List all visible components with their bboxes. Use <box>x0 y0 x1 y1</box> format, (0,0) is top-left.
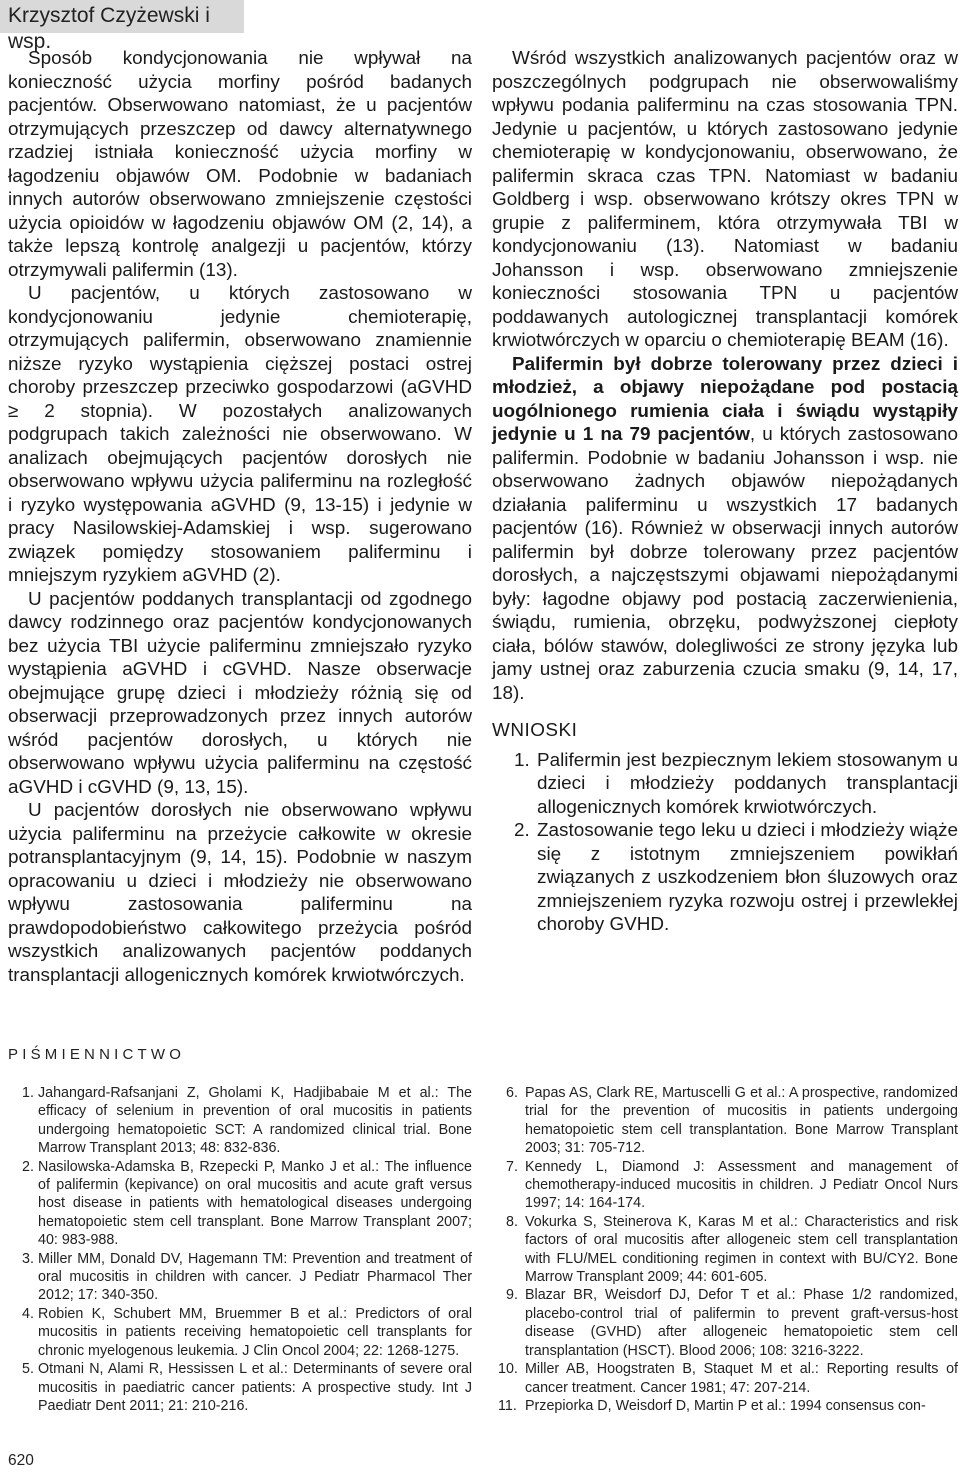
reference-text: Przepiorka D, Weisdorf D, Martin P et al.: 1994 consensus con- <box>525 1397 926 1414</box>
conclusion-number: 2. <box>514 820 530 841</box>
reference-item <box>8 1158 472 1250</box>
reference-text: Blazar BR, Weisdorf DJ, Defor T et al.: Phase 1/2 randomized, placebo-control trial of palifermin to prevent graft-versus-host disease (GVHD) after allogeneic hematopoietic stem cell transplantation (HSCT). Blood 2006; 108: 3216-3222. <box>525 1287 958 1359</box>
right-column <box>492 47 958 937</box>
references-right-column <box>492 1084 958 1415</box>
reference-item <box>8 1305 472 1360</box>
left-paragraph-3: U pacjentów poddanych transplantacji od zgodnego dawcy rodzinnego oraz pacjentów kondycjonowanych bez użycia TBI użycie paliferminu zmniejszało ryzyko wystąpienia aGVHD i cGVHD. Nasze obserwacje obejmujące grupę dzieci i młodzieży różnią się od obserwacji przeprowadzonych przez innych autorów wśród pacjentów dorosłych, u których nie obserwowano wpływu użycia paliferminu na częstość aGVHD i cGVHD (9, 13, 15). <box>8 588 472 798</box>
reference-number: 8. <box>506 1213 518 1230</box>
reference-text: Vokurka S, Steinerova K, Karas M et al.: Characteristics and risk factors of oral mucositis after allogeneic stem cell transplantation with FLU/MEL conditioning regimen in context with BU/CY2. Bone Marrow Transplant 2009; 44: 601-605. <box>525 1213 958 1286</box>
references-heading: PIŚMIENNICTWO <box>8 1046 186 1063</box>
reference-item <box>8 1250 472 1305</box>
reference-text: Kennedy L, Diamond J: Assessment and management of chemotherapy-induced mucositis in children. J Pediatr Oncol Nurs 1997; 14: 164-174. <box>525 1158 958 1212</box>
conclusions-list <box>492 749 958 937</box>
reference-text: Miller AB, Hoogstraten B, Staquet M et al.: Reporting results of cancer treatment. Cancer 1981; 47: 207-214. <box>525 1361 958 1396</box>
reference-item <box>492 1360 958 1397</box>
reference-item <box>492 1286 958 1360</box>
reference-number: 9. <box>506 1287 518 1304</box>
reference-number: 5. <box>22 1361 34 1378</box>
reference-item <box>8 1360 472 1415</box>
references-left-column <box>8 1084 472 1415</box>
right-paragraph-1: Wśród wszystkich analizowanych pacjentów oraz w poszczególnych podgrupach nie obserwowaliśmy wpływu podania paliferminu na czas stosowania TPN. Jedynie u pacjentów, u których zastosowano jedynie chemioterapię w kondycjonowaniu, obserwowano, że palifermin skraca czas TPN. Natomiast w badaniu Goldberg i wsp. obserwowano krótszy okres TPN w grupie z paliferminem, która otrzymywała TBI w kondycjonowaniu (13). Natomiast w badaniu Johansson i wsp. obserwowano zmniejszenie konieczności stosowania TPN u pacjentów poddawanych autologicznej transplantacji komórek krwiotwórczych w oparciu o chemioterapię BEAM (16). <box>492 48 958 351</box>
reference-number: 11. <box>498 1397 517 1414</box>
reference-item <box>492 1158 958 1213</box>
reference-text: Papas AS, Clark RE, Martuscelli G et al.: A prospective, randomized trial for the prevention of mucositis in patients undergoing hematopoietic stem cell transplantation. Bone Marrow Transplant 2003; 31: 705-712. <box>525 1085 958 1157</box>
reference-item <box>492 1084 958 1158</box>
reference-number: 3. <box>22 1250 34 1267</box>
left-paragraph-1: Sposób kondycjonowania nie wpływał na konieczność użycia morfiny pośród badanych pacjentów. Obserwowano natomiast, że u pacjentów otrzymujących przeszczep od dawcy alternatywnego rzadziej istniała konieczność użycia morfiny w łagodzeniu objawów OM. Podobnie w badaniach innych autorów obserwowano zmniejszenie częstości użycia opioidów w łagodzeniu objawów OM (2, 14), a także lepszą kontrolę analgezji u pacjentów, którzy otrzymywali palifermin (13). <box>8 48 472 281</box>
reference-item <box>8 1084 472 1158</box>
reference-number: 7. <box>506 1158 518 1175</box>
conclusion-item <box>492 819 958 937</box>
reference-item <box>492 1213 958 1287</box>
reference-number: 4. <box>22 1305 34 1322</box>
reference-number: 10. <box>498 1361 518 1378</box>
reference-number: 1. <box>22 1085 34 1101</box>
conclusion-number: 1. <box>514 749 530 771</box>
right-paragraph-2 <box>492 353 958 706</box>
reference-text: Otmani N, Alami R, Hessissen L et al.: Determinants of severe oral mucositis in paediatric cancer patients: A prospective study. Int J Paediatr Dent 2011; 21: 210-216. <box>38 1361 472 1414</box>
reference-number: 2. <box>22 1158 34 1175</box>
right-paragraph-2-bold: Palifermin był dobrze tolerowany przez dzieci i młodzież, a objawy niepożądane pod postacią uogólnionego rumienia ciała i świądu wystąpiły jedynie u 1 na 79 pacjentów <box>492 353 958 445</box>
conclusion-text: Palifermin jest bezpiecznym lekiem stosowanym u dzieci i młodzieży poddanych transplantacji allogenicznych komórek krwiotwórczych. <box>537 749 958 818</box>
page-number: 620 <box>8 1452 34 1469</box>
right-paragraph-2-rest: , u których zastosowano palifermin. Podobnie w badaniu Johansson i wsp. nie obserwowano żadnych objawów niepożądanych działania paliferminu u wszystkich 17 badanych pacjentów (16). Również w obserwacji innych autorów palifermin był dobrze tolerowany przez pacjentów dorosłych, a najczęstszymi objawami niepożądanymi były: łagodne objawy pod postacią zaczerwienienia, świądu, rumienia, obrzęku, podwyższonej ciepłoty ciała, bólów stawów, dolegliwości ze strony języka lub jamy ustnej oraz zaburzenia czucia smaku (9, 14, 17, 18). <box>492 424 958 704</box>
header-authors: Krzysztof Czyżewski i wsp. <box>8 4 210 53</box>
left-paragraph-4: U pacjentów dorosłych nie obserwowano wpływu użycia paliferminu na przeżycie całkowite w okresie potransplantacyjnym (9, 14, 15). Podobnie w naszym opracowaniu u dzieci i młodzieży nie obserwowano wpływu zastosowania paliferminu na prawdopodobieństwo całkowitego przeżycia pośród wszystkich analizowanych pacjentów poddanych transplantacji allogenicznych komórek krwiotwórczych. <box>8 800 472 986</box>
reference-text: Nasilowska-Adamska B, Rzepecki P, Manko J et al.: The influence of palifermin (kepivance) on oral mucositis and acute graft versus host disease in patients with hematological diseases undergoing hematopoietic stem cell transplant. Bone Marrow Transplant 2007; 40: 983-988. <box>38 1158 472 1249</box>
reference-text: Jahangard-Rafsanjani Z, Gholami K, Hadjibabaie M et al.: The efficacy of selenium in prevention of oral mucositis in patients undergoing hematopoietic SCT: A randomized clinical trial. Bone Marrow Transplant 2013; 48: 832-836. <box>38 1085 472 1157</box>
running-header <box>0 0 244 53</box>
reference-text: Miller MM, Donald DV, Hagemann TM: Prevention and treatment of oral mucositis in children with cancer. J Pediatr Pharmacol Ther 2012; 17: 340-350. <box>38 1250 472 1304</box>
left-column <box>8 47 472 987</box>
reference-item <box>492 1397 958 1415</box>
conclusion-text: Zastosowanie tego leku u dzieci i młodzieży wiąże się z istotnym zmniejszeniem powikłań związanych z uszkodzeniem błon śluzowych oraz zmniejszeniem ryzyka rozwoju ostrej i przewlekłej choroby GVHD. <box>537 820 958 935</box>
conclusions-heading: WNIOSKI <box>492 720 578 741</box>
reference-text: Robien K, Schubert MM, Bruemmer B et al.: Predictors of oral mucositis in patients receiving hematopoietic cell transplants for chronic myelogenous leukemia. J Clin Oncol 2004; 22: 1268-1275. <box>38 1305 472 1359</box>
conclusion-item <box>492 749 958 820</box>
reference-number: 6. <box>506 1085 518 1101</box>
left-paragraph-2: U pacjentów, u których zastosowano w kondycjonowaniu jedynie chemioterapię, otrzymujących palifermin, obserwowano znamiennie niższe ryzyko wystąpienia cięższej postaci ostrej choroby przeszczep przeciwko gospodarzowi (aGVHD ≥ 2 stopnia). W pozostałych analizowanych podgrupach takich zależności nie obserwowano. W analizach obejmujących pacjentów dorosłych nie obserwowano wpływu użycia paliferminu na rozległość i ryzyko występowania aGVHD (9, 13-15) i jedynie w pracy Nasilowskiej-Adamskiej i wsp. sugerowano związek pomiędzy stosowaniem paliferminu i mniejszym ryzykiem aGVHD (2). <box>8 283 472 586</box>
